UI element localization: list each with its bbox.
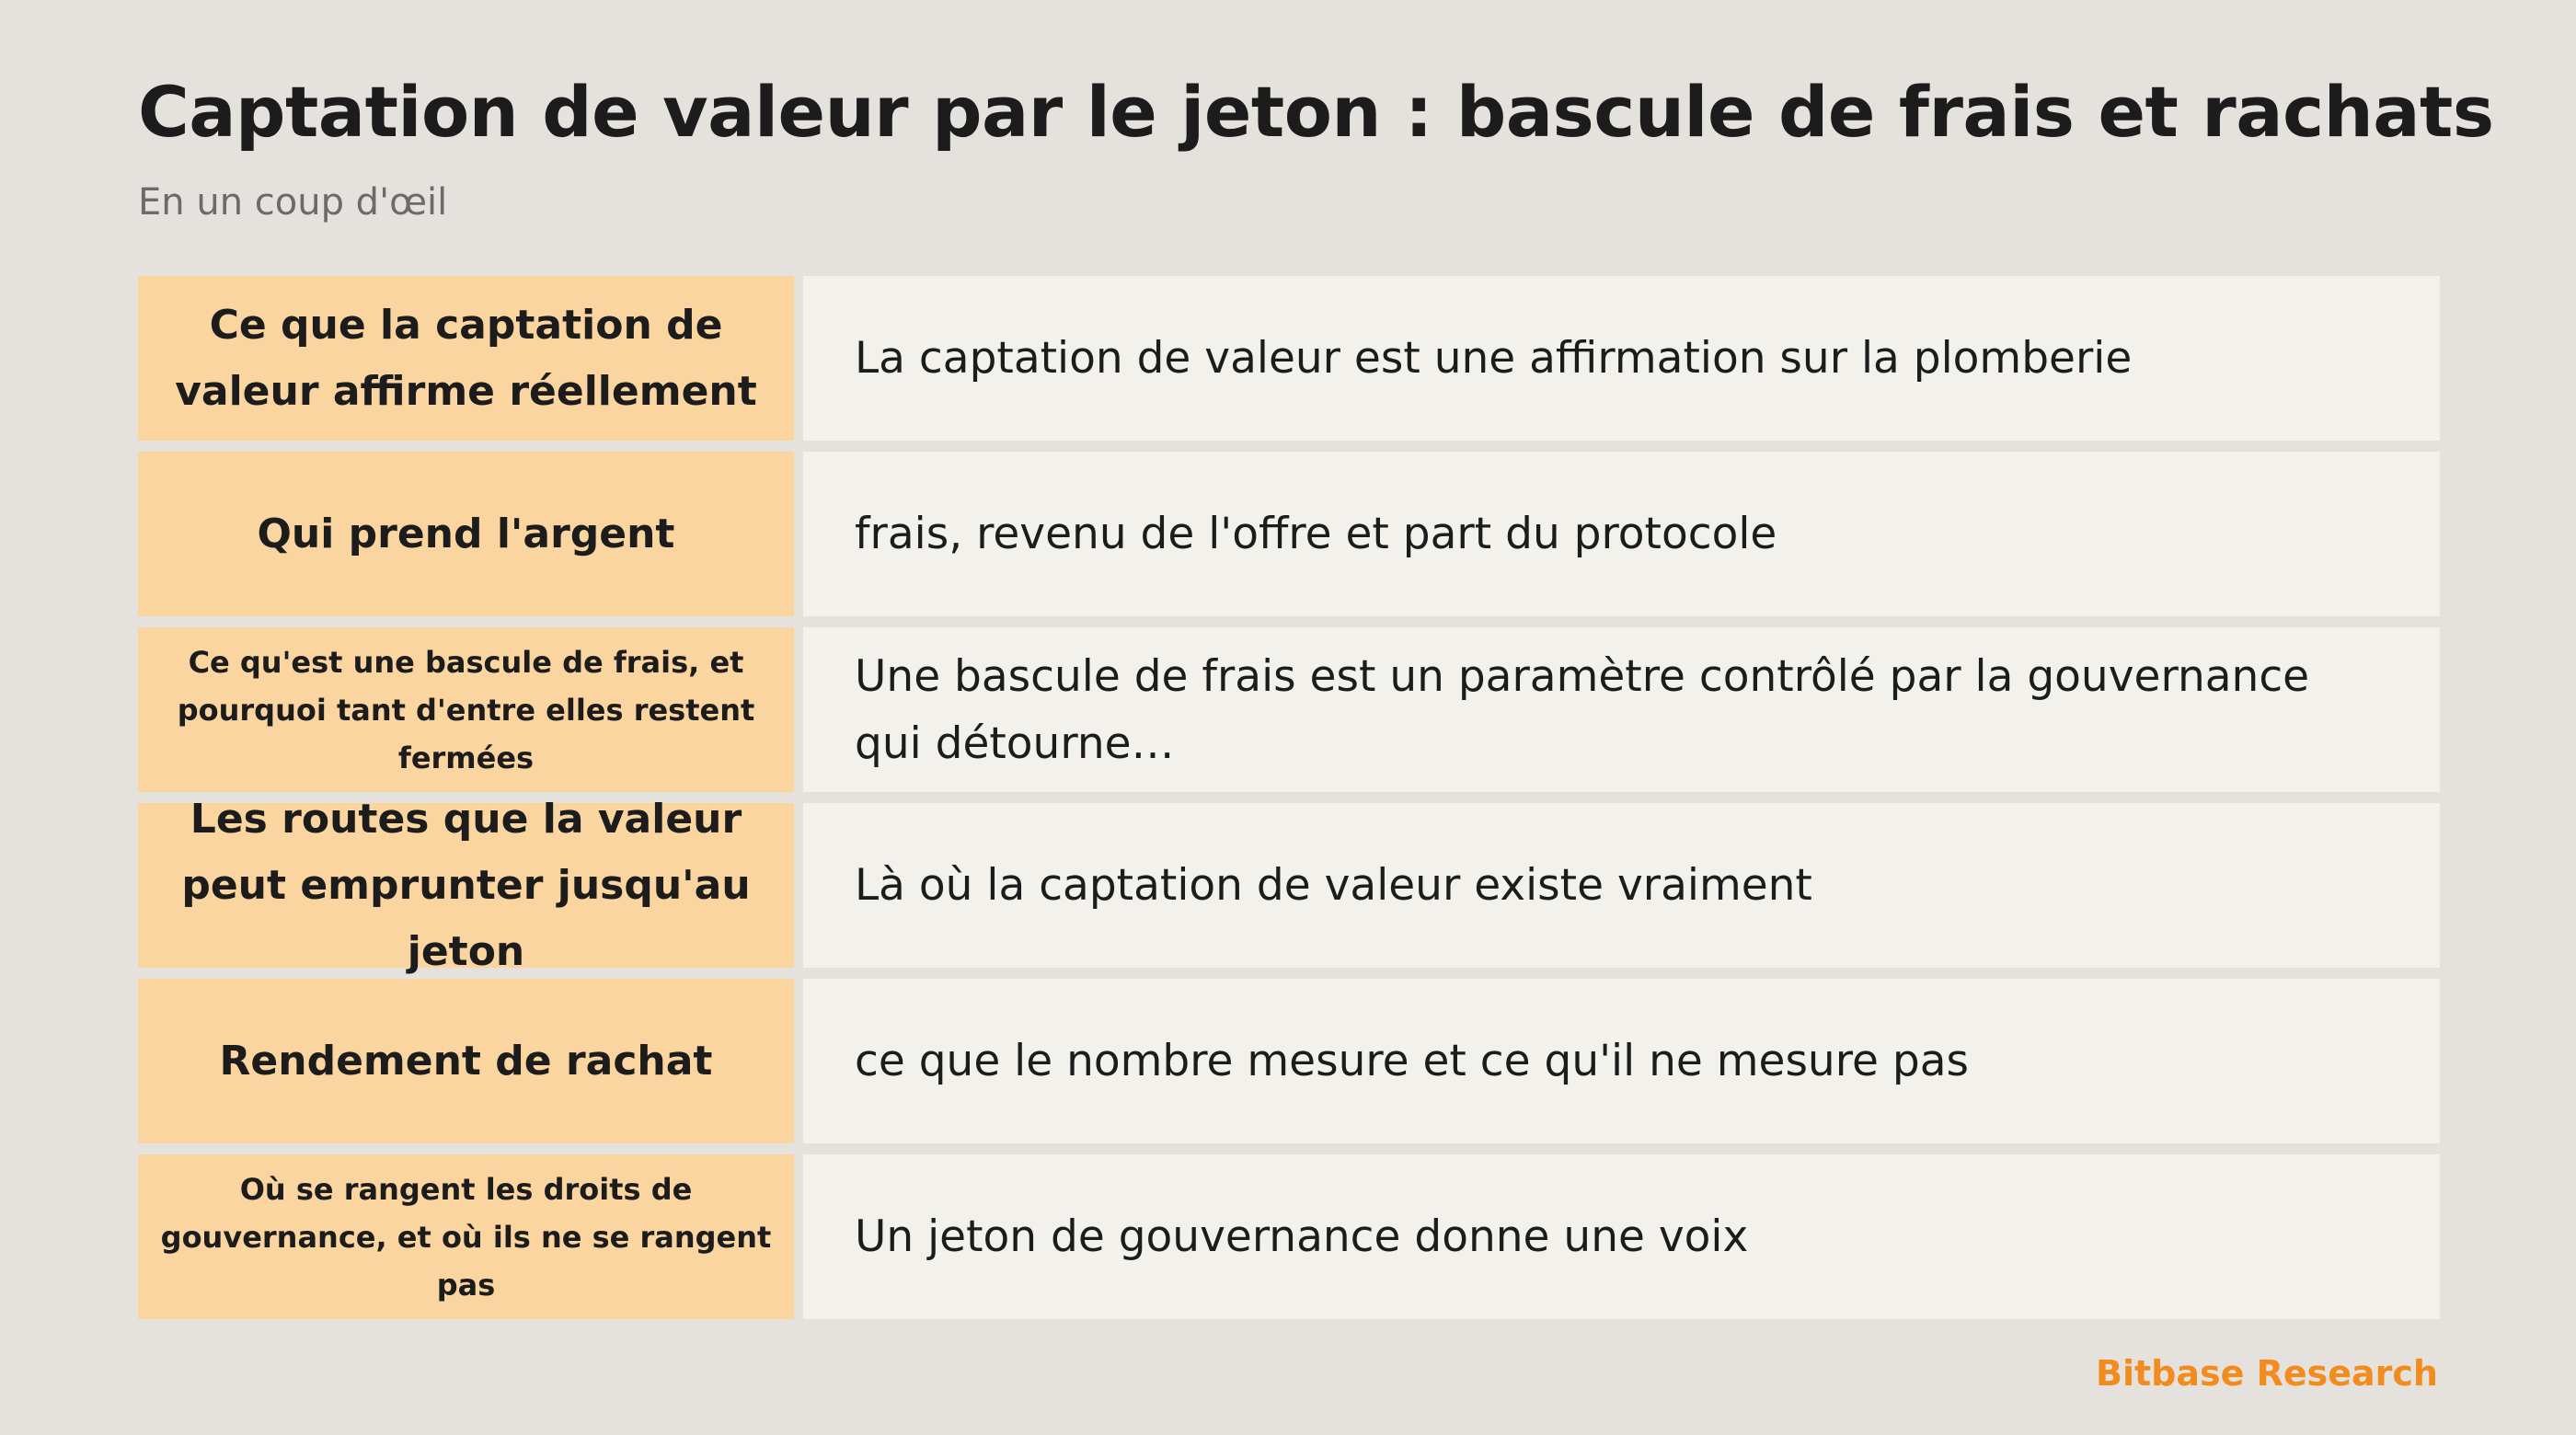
- table-row: [138, 627, 2440, 792]
- row-value: frais, revenu de l'offre et part du protocole: [803, 452, 2440, 616]
- row-value: La captation de valeur est une affirmation sur la plomberie: [803, 276, 2440, 441]
- table-row: [138, 276, 2440, 441]
- table-row: [138, 795, 2440, 975]
- page-subtitle: En un coup d'œil: [138, 181, 448, 224]
- table-row: [138, 1154, 2440, 1319]
- row-label: Rendement de rachat: [138, 979, 794, 1143]
- table-row: [138, 452, 2440, 616]
- page-title: Captation de valeur par le jeton : bascule de frais et rachats: [138, 71, 2494, 153]
- row-label: Ce que la captation de valeur affirme réellement: [138, 276, 794, 441]
- table-row: [138, 979, 2440, 1143]
- row-value: Une bascule de frais est un paramètre contrôlé par la gouvernance qui détourne…: [803, 627, 2440, 792]
- row-label: Où se rangent les droits de gouvernance, et où ils ne se rangent pas: [138, 1154, 794, 1319]
- row-label: Qui prend l'argent: [138, 452, 794, 616]
- brand-label: Bitbase Research: [2095, 1353, 2438, 1394]
- row-label: Ce qu'est une bascule de frais, et pourquoi tant d'entre elles restent fermées: [138, 627, 794, 792]
- row-value: Là où la captation de valeur existe vraiment: [803, 803, 2440, 968]
- summary-table: [138, 276, 2440, 1319]
- row-value: Un jeton de gouvernance donne une voix: [803, 1154, 2440, 1319]
- row-value: ce que le nombre mesure et ce qu'il ne mesure pas: [803, 979, 2440, 1143]
- row-label: Les routes que la valeur peut emprunter jusqu'au jeton: [138, 803, 794, 968]
